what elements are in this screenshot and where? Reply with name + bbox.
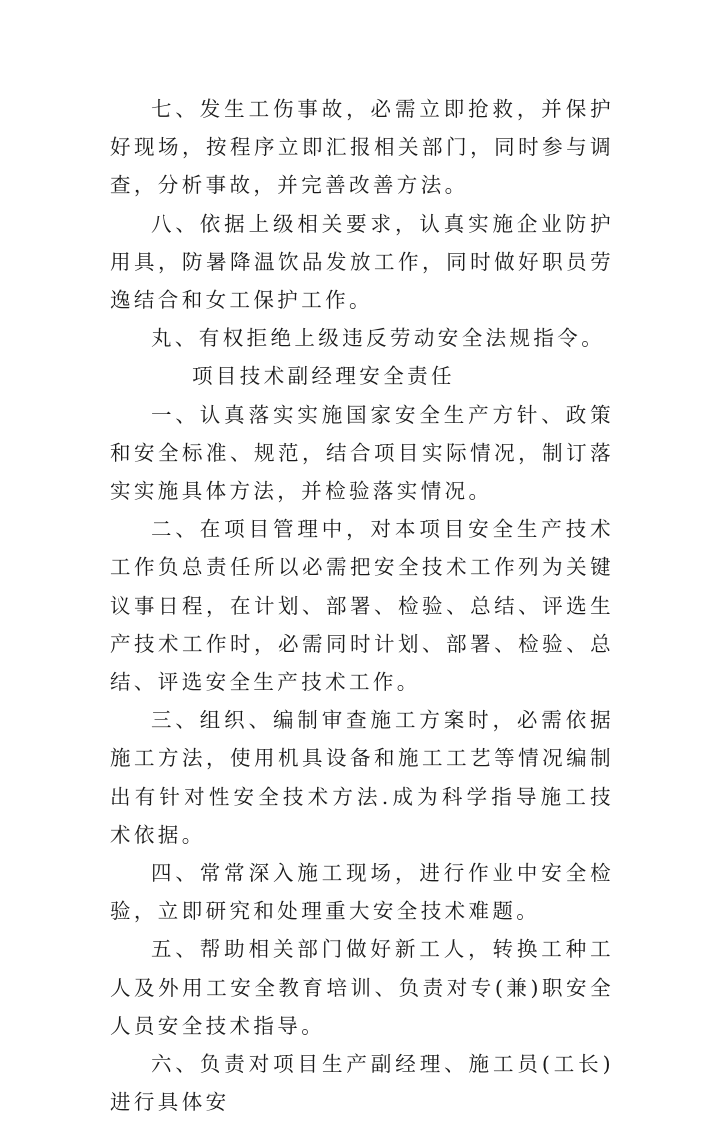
paragraph-item-4: 四、常常深入施工现场，进行作业中安全检验，立即研究和处理重大安全技术难题。 (110, 861, 614, 924)
section-heading: 项目技术副经理安全责任 (192, 364, 455, 389)
paragraph-item-7: 七、发生工伤事故，必需立即抢救，并保护好现场，按程序立即汇报相关部门，同时参与调查，分析事故，并完善改善方法。 (110, 97, 614, 198)
paragraph-item-9: 丸、有权拒绝上级违反劳动安全法规指令。 (151, 326, 606, 351)
paragraph-item-5: 五、帮助相关部门做好新工人，转换工种工人及外用工安全教育培训、负责对专(兼)职安全人员安全技术指导。 (110, 937, 614, 1038)
document-page (110, 90, 614, 1121)
paragraph-item-2: 二、在项目管理中，对本项目安全生产技术工作负总责任所以必需把安全技术工作列为关键议事日程，在计划、部署、检验、总结、评选生产技术工作时，必需同时计划、部署、检验、总结、评选安全生产技术工作。 (110, 517, 614, 695)
paragraph-item-1: 一、认真落实实施国家安全生产方针、政策和安全标准、规范，结合项目实际情况，制订落实实施具体方法，并检验落实情况。 (110, 402, 614, 504)
paragraph-item-6: 六、负责对项目生产副经理、施工员(工长)进行具体安 (110, 1052, 614, 1115)
paragraph-item-8: 八、依据上级相关要求，认真实施企业防护用具，防暑降温饮品发放工作，同时做好职员劳逸结合和女工保护工作。 (110, 211, 614, 313)
paragraph-item-3: 三、组织、编制审查施工方案时，必需依据施工方法，使用机具设备和施工工艺等情况编制出有针对性安全技术方法.成为科学指导施工技术依据。 (110, 708, 614, 847)
